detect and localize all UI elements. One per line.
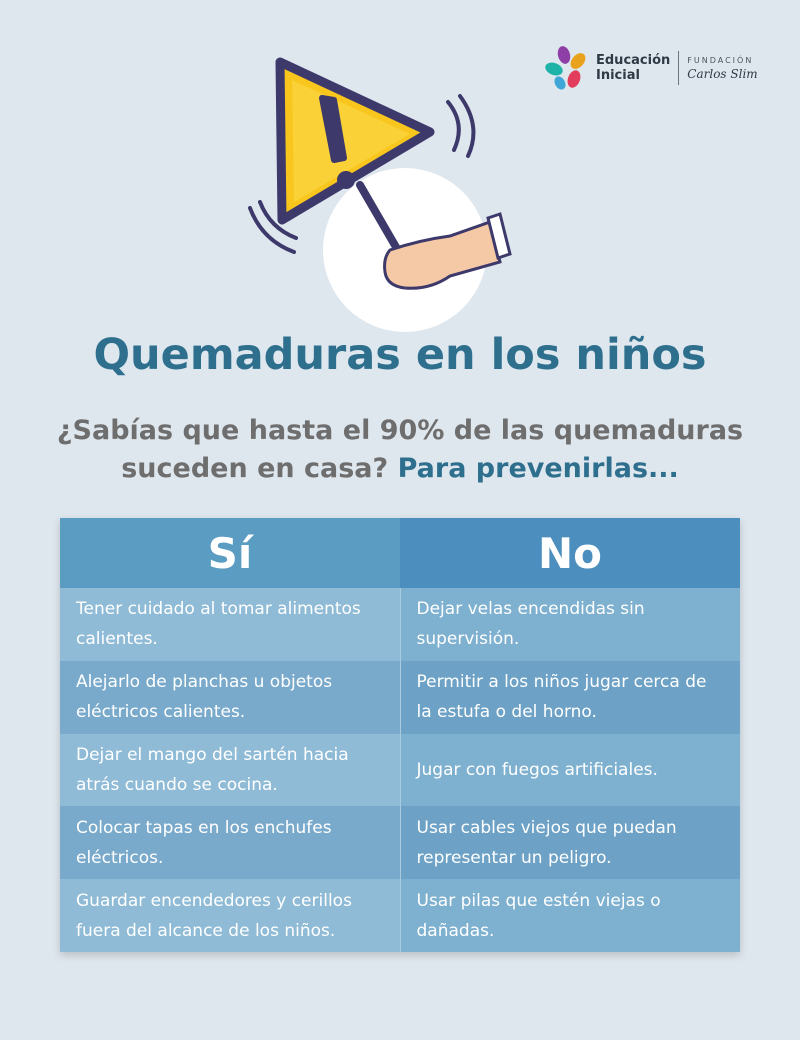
cell-no: Jugar con fuegos artificiales. (401, 734, 741, 807)
page-title: Quemaduras en los niños (93, 330, 707, 380)
cell-no: Usar pilas que estén viejas o dañadas. (401, 879, 741, 952)
cell-si: Dejar el mango del sartén hacia atrás cuando se cocina. (60, 734, 401, 807)
cell-no: Permitir a los niños jugar cerca de la estufa o del horno. (401, 661, 741, 734)
table-header (60, 518, 740, 588)
colorful-hands-icon (542, 43, 592, 93)
subtitle-accent: Para prevenirlas... (397, 453, 679, 484)
cell-no: Dejar velas encendidas sin supervisión. (401, 588, 741, 661)
logo-fund-label: FUNDACIÓN (687, 56, 754, 65)
table-row (60, 661, 740, 734)
header-no: No (400, 518, 740, 588)
subtitle-question: ¿Sabías que hasta el 90% de las quemaduras suceden en casa? (56, 415, 744, 484)
educacion-inicial-logo (542, 40, 762, 96)
cell-si: Tener cuidado al tomar alimentos calientes. (60, 588, 401, 661)
table-row (60, 734, 740, 807)
cell-si: Alejarlo de planchas u objetos eléctricos calientes. (60, 661, 401, 734)
cell-si: Guardar encendedores y cerillos fuera del alcance de los niños. (60, 879, 401, 952)
cell-no: Usar cables viejos que puedan representar un peligro. (401, 806, 741, 879)
warning-sign-illustration (230, 40, 540, 335)
table-row (60, 879, 740, 952)
si-no-table (60, 518, 740, 952)
cell-si: Colocar tapas en los enchufes eléctricos. (60, 806, 401, 879)
subtitle (40, 412, 760, 488)
table-body (60, 588, 740, 952)
logo-divider (678, 51, 679, 85)
table-row (60, 806, 740, 879)
table-row (60, 588, 740, 661)
header-si: Sí (60, 518, 400, 588)
logo-line1: Educación (596, 53, 671, 68)
logo-fund-name: Carlos Slim (687, 67, 758, 81)
logo-line2: Inicial (596, 68, 640, 83)
